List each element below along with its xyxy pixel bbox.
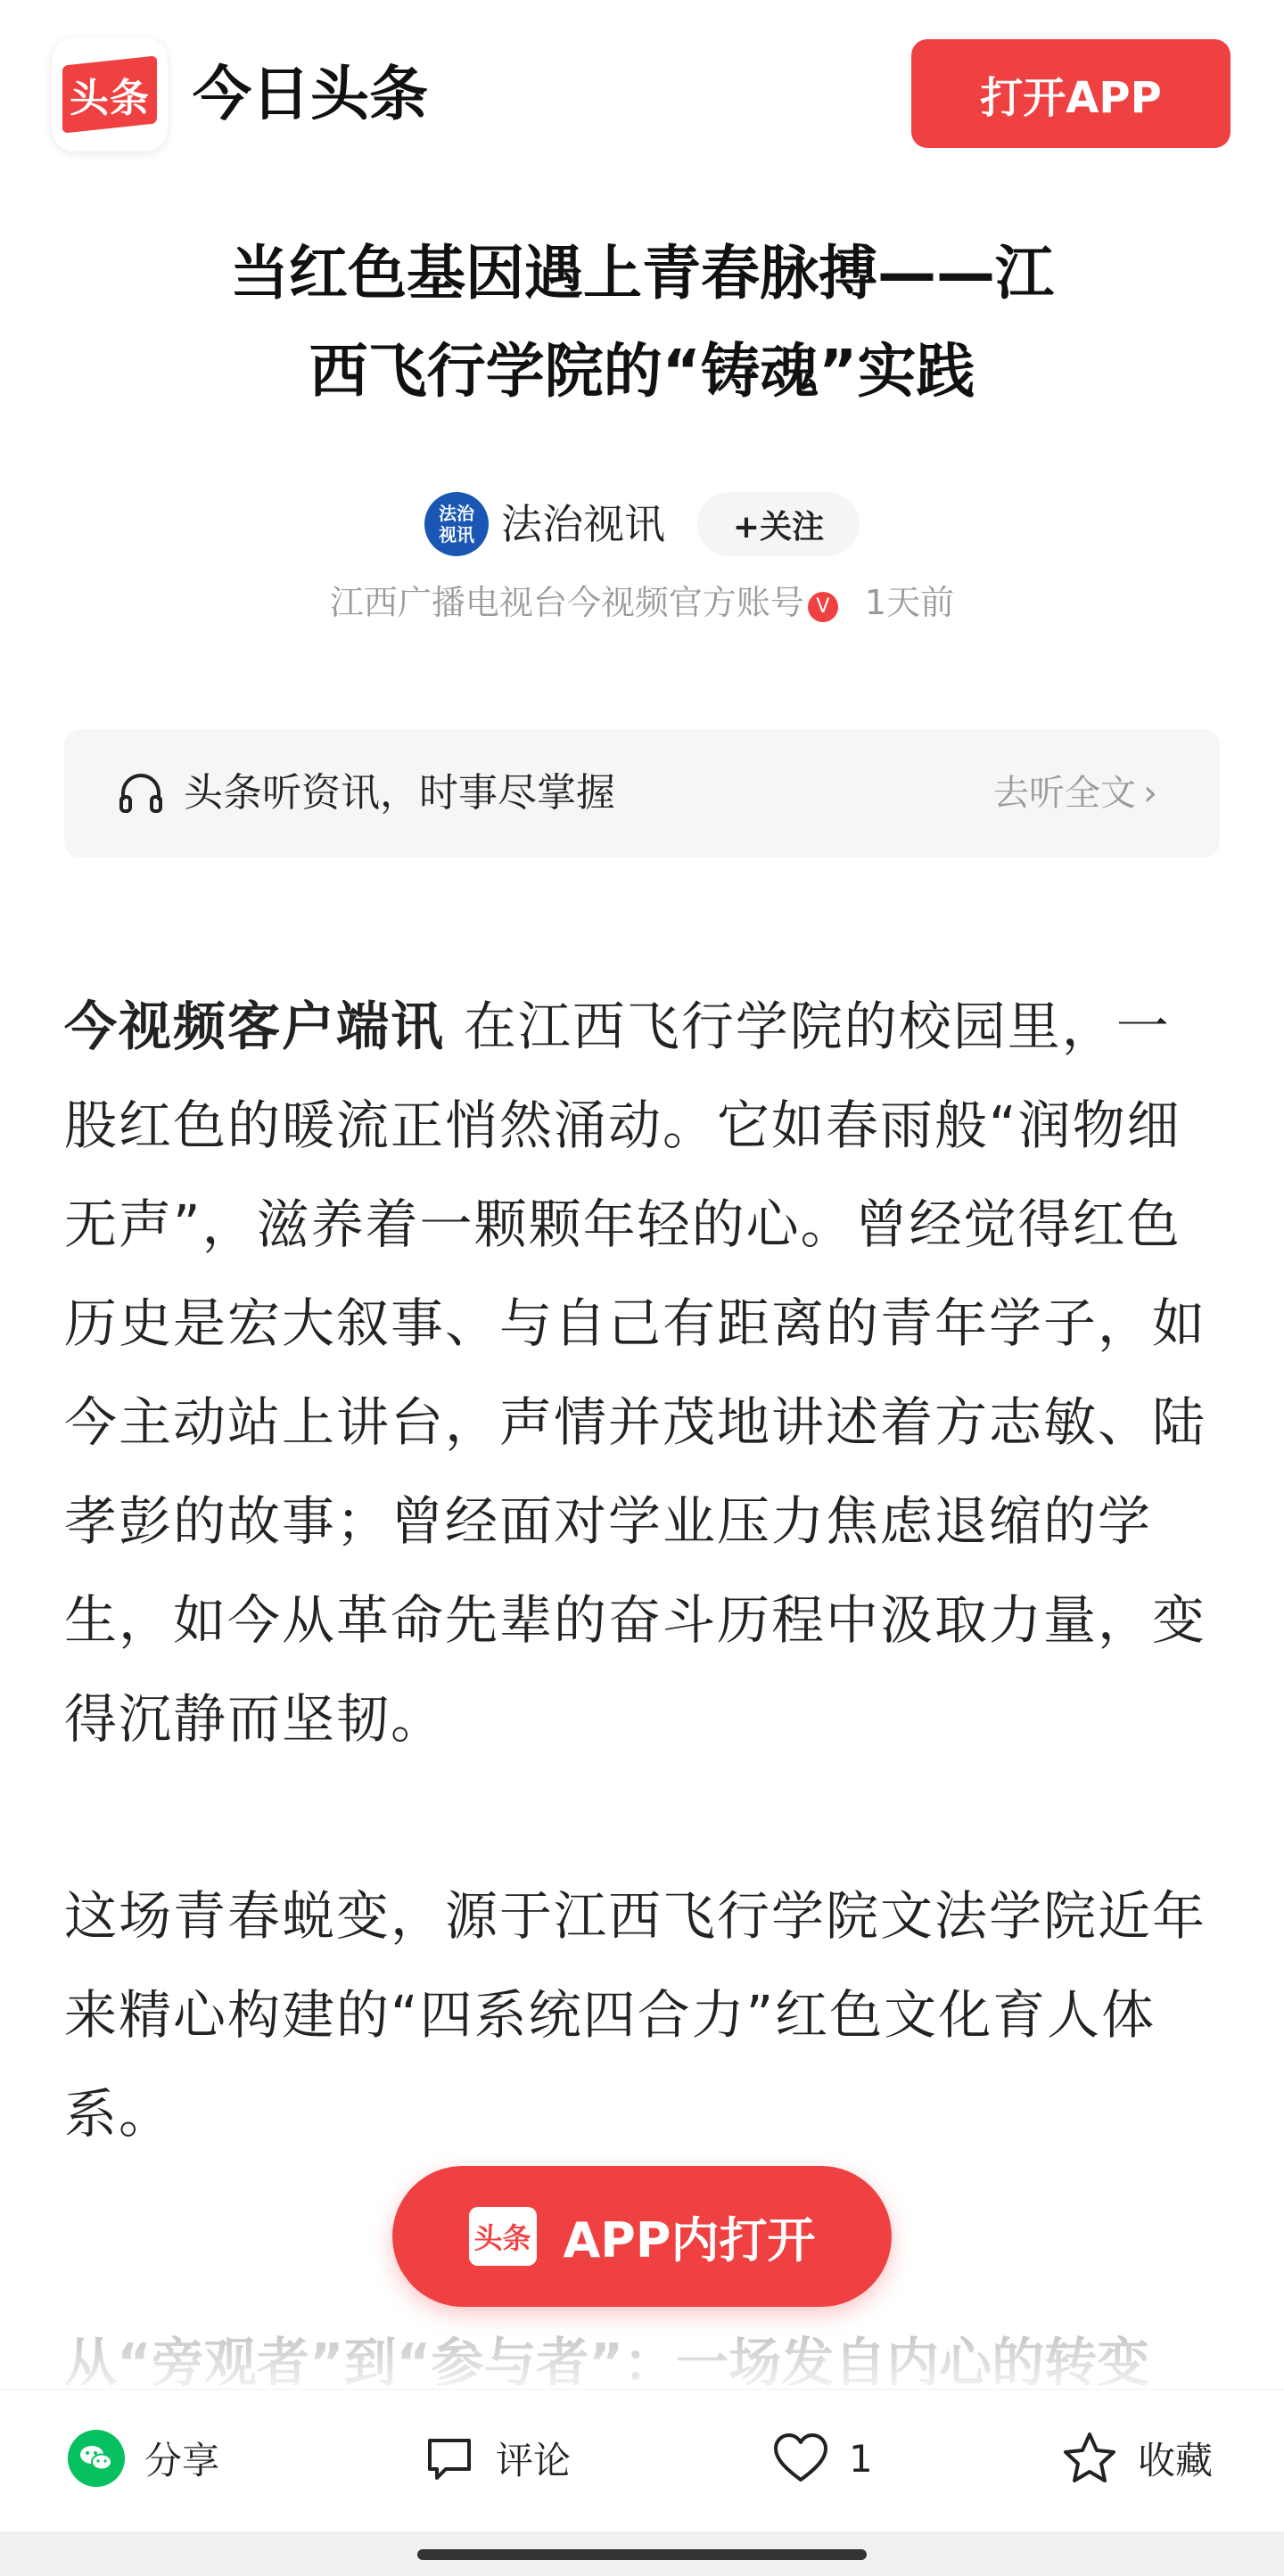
toutiao-logo[interactable]: [52, 37, 168, 152]
home-indicator[interactable]: [417, 2549, 867, 2560]
title-line-1: 当红色基因遇上青春脉搏——江: [230, 239, 1054, 308]
share-button[interactable]: [68, 2425, 219, 2491]
author-name[interactable]: 法治视讯: [501, 500, 665, 548]
paragraph-lead: 今视频客户端讯: [64, 996, 446, 1057]
comment-icon: [423, 2432, 476, 2485]
app-name: 今日头条: [193, 60, 428, 128]
comment-button[interactable]: [423, 2425, 571, 2491]
favorite-label: 收藏: [1138, 2439, 1214, 2482]
author-avatar[interactable]: [424, 492, 489, 556]
paragraph-2: 这场青春蜕变，源于江西飞行学院文法学院近年来精心构建的“四系统四合力”红色文化育人体系。: [64, 1885, 1207, 2145]
author-row: [0, 488, 1284, 560]
toutiao-logo-small: [469, 2207, 537, 2266]
listen-full-link[interactable]: [993, 767, 1157, 820]
author-description: 江西广播电视台今视频官方账号: [329, 583, 804, 622]
verified-icon: V: [808, 592, 838, 622]
listen-bar[interactable]: [64, 729, 1220, 857]
logo-badge: [62, 55, 157, 133]
comment-label: 评论: [496, 2439, 572, 2482]
heart-icon: [772, 2432, 829, 2485]
paragraph-1: [64, 977, 1220, 1768]
favorite-button[interactable]: [1061, 2425, 1213, 2491]
author-meta: [0, 576, 1284, 629]
paragraph-1-text: 在江西飞行学院的校园里，一股红色的暖流正悄然涌动。它如春雨般“润物细无声”，滋养着一颗颗年轻的心。曾经觉得红色历史是宏大叙事、与自己有距离的青年学子，如今主动站上讲台，声情并茂地讲述着方志敏、陆孝彭的故事；曾经面对学业压力焦虑退缩的学生，如今从革命先辈的奋斗历程中汲取力量，变得沉静而坚韧。: [64, 996, 1207, 1750]
publish-time: 1天前: [864, 583, 955, 622]
like-button[interactable]: [772, 2425, 873, 2491]
float-logo-text: 头条: [473, 2221, 531, 2255]
open-in-app-button[interactable]: [392, 2166, 892, 2307]
listen-text: 头条听资讯，时事尽掌握: [184, 770, 615, 816]
headphone-icon: [118, 770, 164, 816]
chevron-right-icon: ›: [1143, 773, 1157, 814]
like-count: 1: [849, 2436, 873, 2481]
bottom-action-bar: [0, 2389, 1284, 2532]
open-app-button[interactable]: 打开APP: [911, 39, 1230, 148]
title-line-2: 西飞行学院的“铸魂”实践: [309, 337, 975, 406]
open-in-app-label: APP内打开: [563, 2211, 816, 2268]
article-title: [134, 225, 1150, 421]
follow-button[interactable]: +关注: [697, 492, 860, 556]
listen-link-label: 去听全文: [993, 773, 1136, 814]
logo-text: 头条: [70, 76, 150, 121]
avatar-text-1: 法治: [439, 503, 474, 524]
star-icon: [1061, 2431, 1118, 2486]
avatar-text-2: 视讯: [439, 524, 474, 546]
gesture-area: [0, 2531, 1284, 2576]
article-body: [64, 977, 1220, 2261]
top-header: [0, 0, 1284, 187]
share-label: 分享: [144, 2439, 220, 2482]
wechat-icon: [68, 2430, 125, 2487]
